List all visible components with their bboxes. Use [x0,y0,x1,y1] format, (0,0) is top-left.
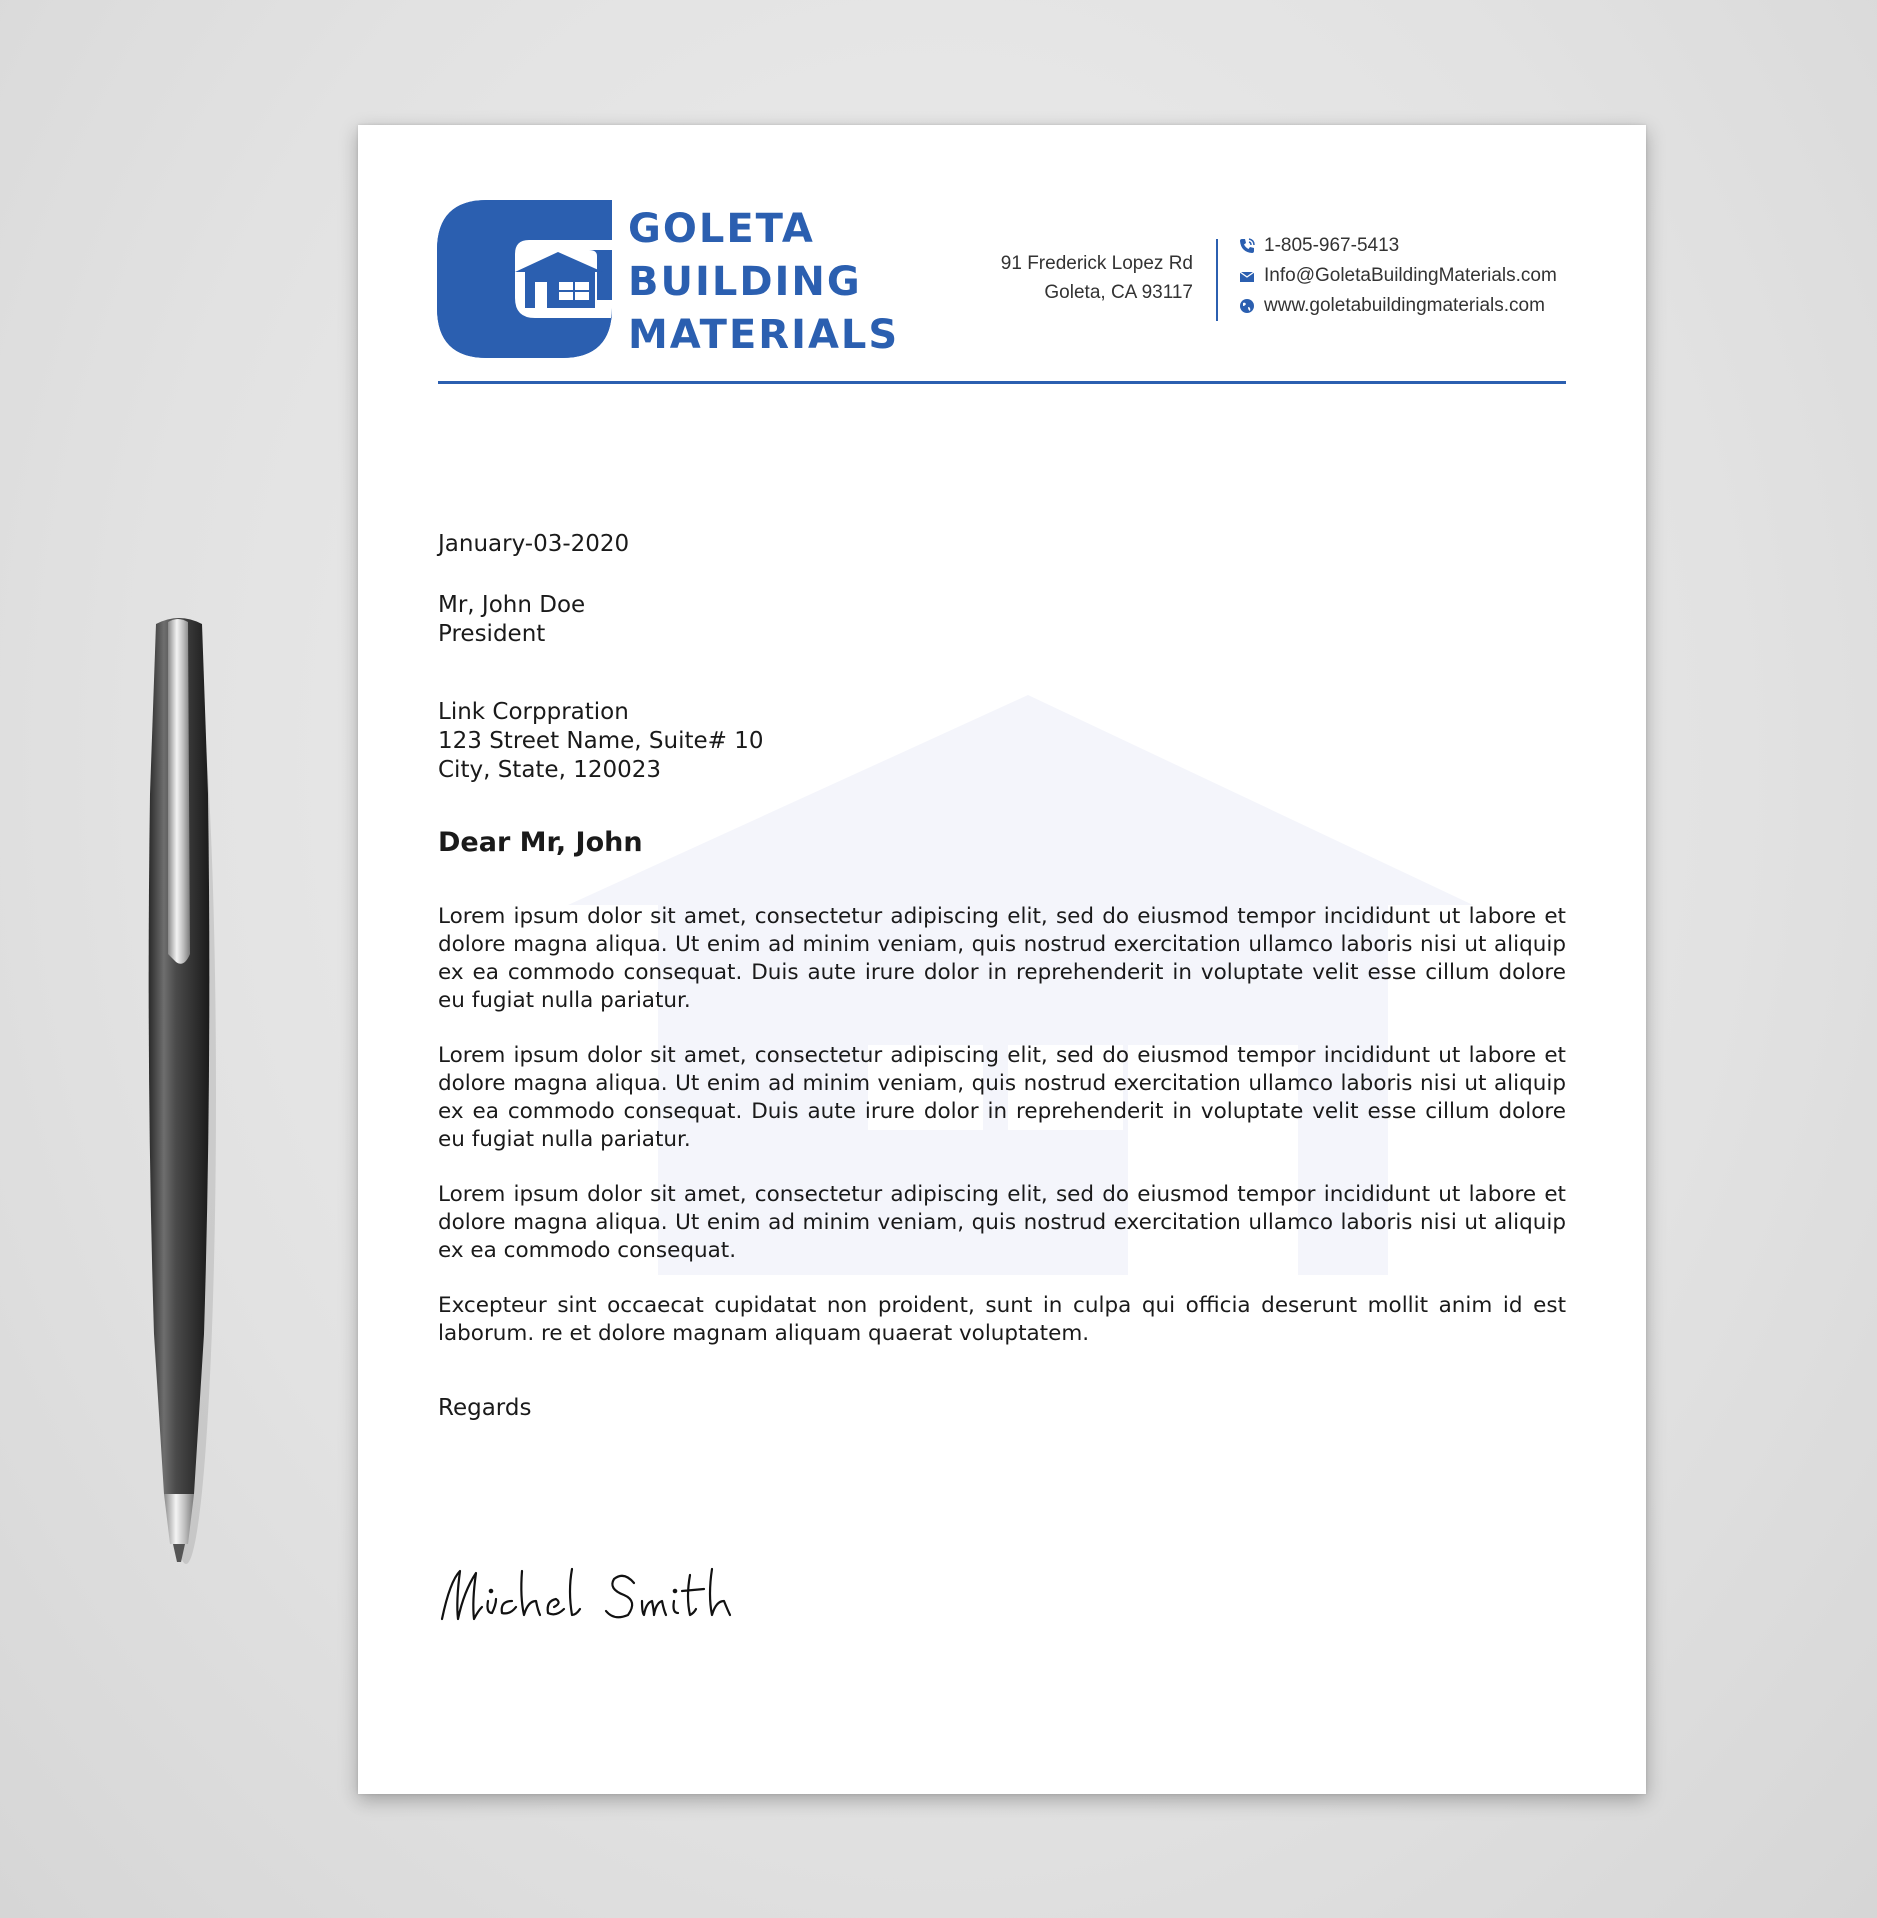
phone-number: 1-805-967-5413 [1264,235,1400,256]
header-divider [1216,239,1218,321]
closing: Regards [438,1395,532,1421]
letter-body [438,530,1566,1423]
recipient-title: President [438,621,546,647]
contact-website [1238,291,1557,321]
contact-info [1238,231,1557,321]
recipient-street: 123 Street Name, Suite# 10 [438,728,764,754]
phone-icon [1238,237,1256,255]
letterhead-sheet [358,125,1646,1794]
paragraph-2: Lorem ipsum dolor sit amet, consectetur adipiscing elit, sed do eiusmod tempor incididunt ut labore et dolore magna aliqua. Ut enim ad minim veniam, quis nostrud exercitation ullamco laboris nisi ut aliquip ex ea commodo consequat. Duis aute irure dolor in reprehenderit in voluptate velit esse cillum dolore eu fugiat nulla pariatur. [438,1043,1566,1152]
globe-icon [1238,297,1256,315]
company-address [1001,249,1193,307]
paragraph-4: Excepteur sint occaecat cupidatat non proident, sunt in culpa qui officia deserunt mollit anim id est laborum. re et dolore magnam aliquam quaerat voluptatem. [438,1293,1566,1346]
company-name-line-3: MATERIALS [628,312,900,358]
website-url: www.goletabuildingmaterials.com [1264,295,1545,316]
recipient-company-block [438,698,1566,785]
recipient-city: City, State, 120023 [438,757,662,783]
address-line-1: 91 Frederick Lopez Rd [1000,253,1193,274]
pen-image [138,614,220,1574]
company-name-line-2: BUILDING [628,259,862,305]
recipient-name: Mr, John Doe [438,592,586,618]
recipient-block [438,591,1566,649]
company-logo-icon [437,200,617,358]
signature-image [438,1561,738,1631]
salutation: Dear Mr, John [438,827,643,858]
address-line-2: Goleta, CA 93117 [1044,282,1193,303]
contact-email [1238,261,1557,291]
paragraph-1: Lorem ipsum dolor sit amet, consectetur adipiscing elit, sed do eiusmod tempor incididunt ut labore et dolore magna aliqua. Ut enim ad minim veniam, quis nostrud exercitation ullamco laboris nisi ut aliquip ex ea commodo consequat. Duis aute irure dolor in reprehenderit in voluptate velit esse cillum dolore eu fugiat nulla pariatur. [438,904,1566,1013]
email-address: Info@GoletaBuildingMaterials.com [1264,265,1557,286]
company-name-line-1: GOLETA [628,206,815,252]
contact-phone [1238,231,1557,261]
email-icon [1238,267,1256,285]
paragraph-3: Lorem ipsum dolor sit amet, consectetur adipiscing elit, sed do eiusmod tempor incididunt ut labore et dolore magna aliqua. Ut enim ad minim veniam, quis nostrud exercitation ullamco laboris nisi ut aliquip ex ea commodo consequat. [438,1182,1566,1263]
recipient-company-name: Link Corppration [438,699,629,725]
company-name [628,203,899,362]
header-rule [438,381,1566,384]
letter-date: January-03-2020 [438,531,630,557]
